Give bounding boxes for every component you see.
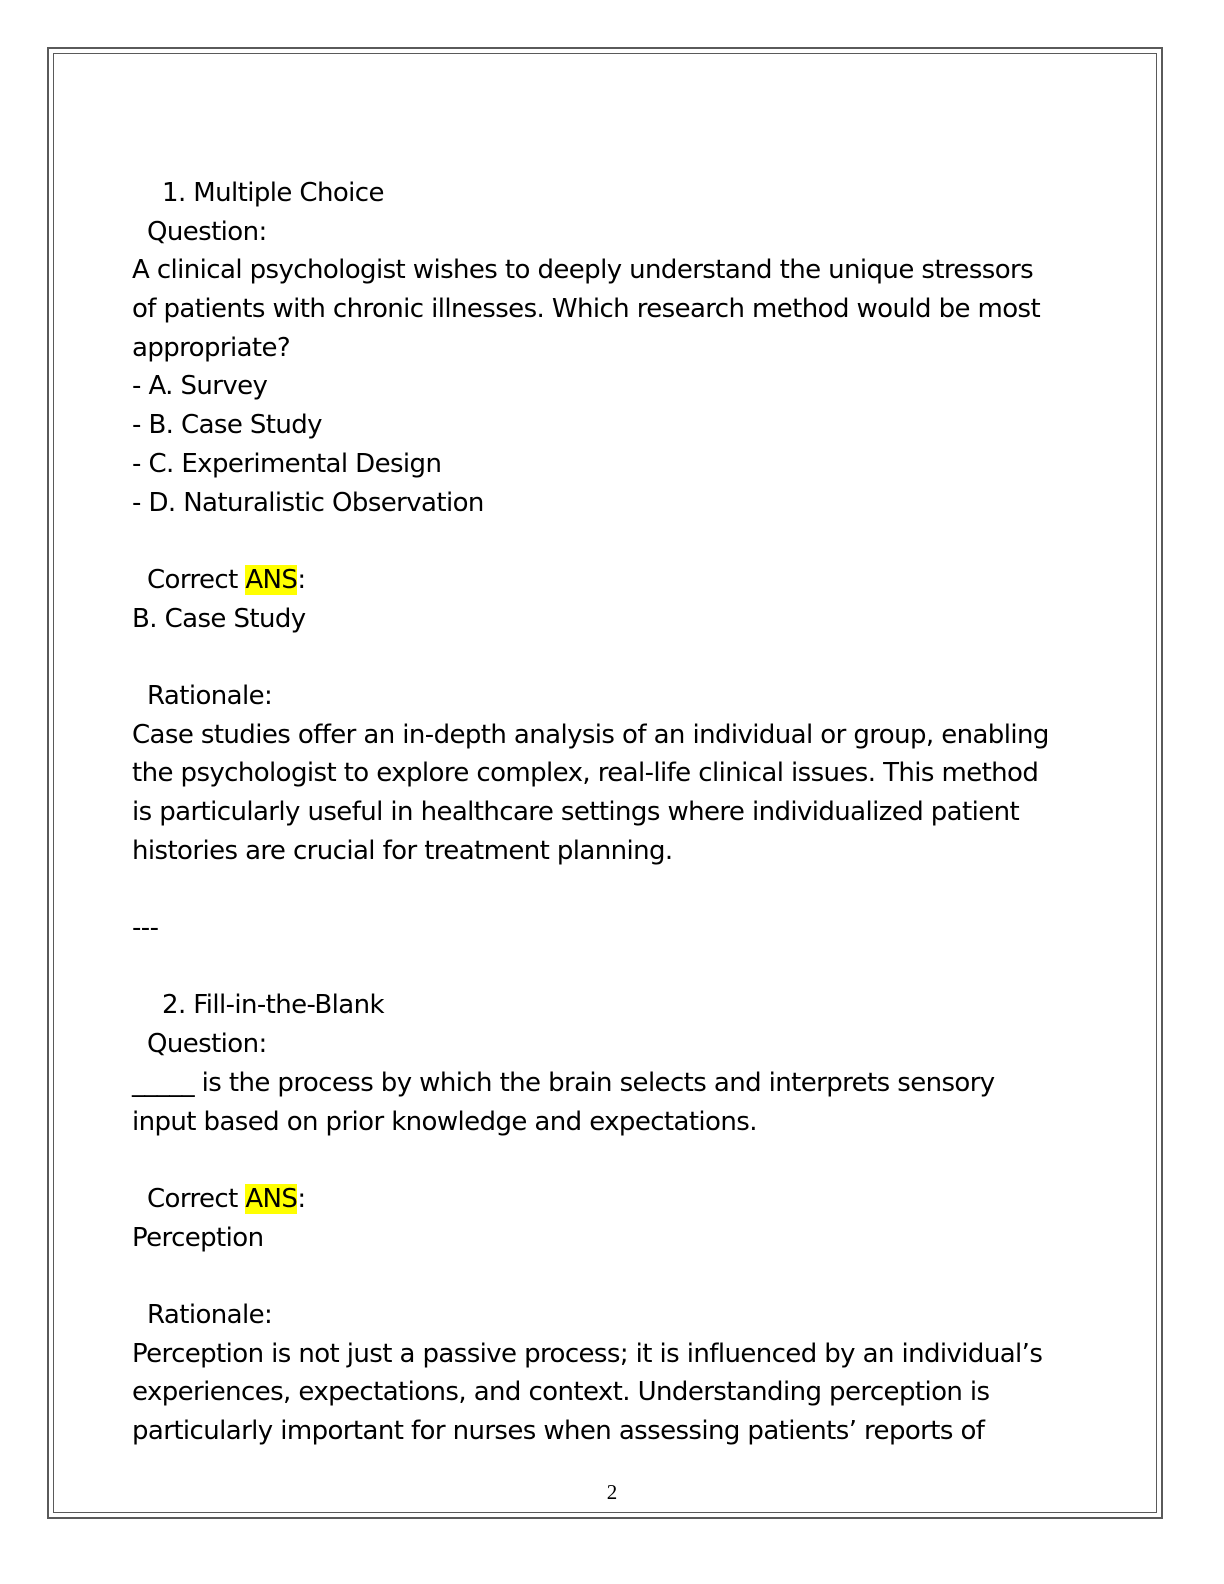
q1-rationale-line: the psychologist to explore complex, real-life clinical issues. This method — [132, 758, 1039, 789]
blank-line — [132, 870, 1092, 909]
blank-line — [132, 522, 1092, 561]
q1-answer: B. Case Study — [132, 603, 306, 634]
q2-question-line: input based on prior knowledge and expectations. — [132, 1106, 757, 1137]
q1-heading: 1. Multiple Choice — [162, 178, 384, 208]
page-number: 2 — [606, 1480, 618, 1504]
q1-question-label: Question: — [147, 216, 267, 247]
q2-correct-answer-label — [132, 1180, 1092, 1219]
q2-rationale-label: Rationale: — [147, 1299, 273, 1330]
q1-rationale-line: is particularly useful in healthcare settings where individualized patient — [132, 797, 1020, 827]
correct-prefix: Correct — [147, 1183, 246, 1214]
q1-rationale-line: Case studies offer an in-depth analysis of an individual or group, enabling — [132, 719, 1049, 750]
q1-question-line: appropriate? — [132, 332, 291, 363]
q2-question-label: Question: — [147, 1029, 267, 1060]
blank-line — [132, 638, 1092, 677]
ans-highlight: ANS — [245, 1183, 298, 1214]
q1-question-line: A clinical psychologist wishes to deeply understand the unique stressors — [132, 255, 1034, 286]
q1-rationale-line: histories are crucial for treatment planning. — [132, 835, 673, 866]
correct-prefix: Correct — [147, 564, 246, 595]
q1-option-a: - A. Survey — [132, 371, 268, 402]
q1-option-b: - B. Case Study — [132, 410, 322, 441]
q2-question-line: _____ is the process by which the brain selects and interprets sensory — [132, 1067, 995, 1098]
blank-line — [132, 948, 1092, 987]
document-body — [132, 174, 1092, 1451]
q2-rationale-line: particularly important for nurses when assessing patients’ reports of — [132, 1416, 985, 1446]
ans-colon: : — [297, 1183, 306, 1214]
q1-option-c: - C. Experimental Design — [132, 448, 442, 479]
q2-rationale-line: experiences, expectations, and context. Understanding perception is — [132, 1377, 990, 1408]
blank-line — [132, 1257, 1092, 1296]
q1-correct-answer-label — [132, 561, 1092, 600]
q1-rationale-label: Rationale: — [147, 680, 273, 711]
q2-rationale-line: Perception is not just a passive process; it is influenced by an individual’s — [132, 1338, 1043, 1369]
q2-answer: Perception — [132, 1222, 264, 1253]
ans-colon: : — [297, 564, 306, 595]
blank-line — [132, 1141, 1092, 1180]
q1-question-line: of patients with chronic illnesses. Which research method would be most — [132, 294, 1041, 325]
section-separator: --- — [132, 913, 159, 944]
q1-option-d: - D. Naturalistic Observation — [132, 487, 484, 518]
q2-heading: 2. Fill-in-the-Blank — [162, 990, 384, 1021]
ans-highlight: ANS — [245, 564, 298, 595]
